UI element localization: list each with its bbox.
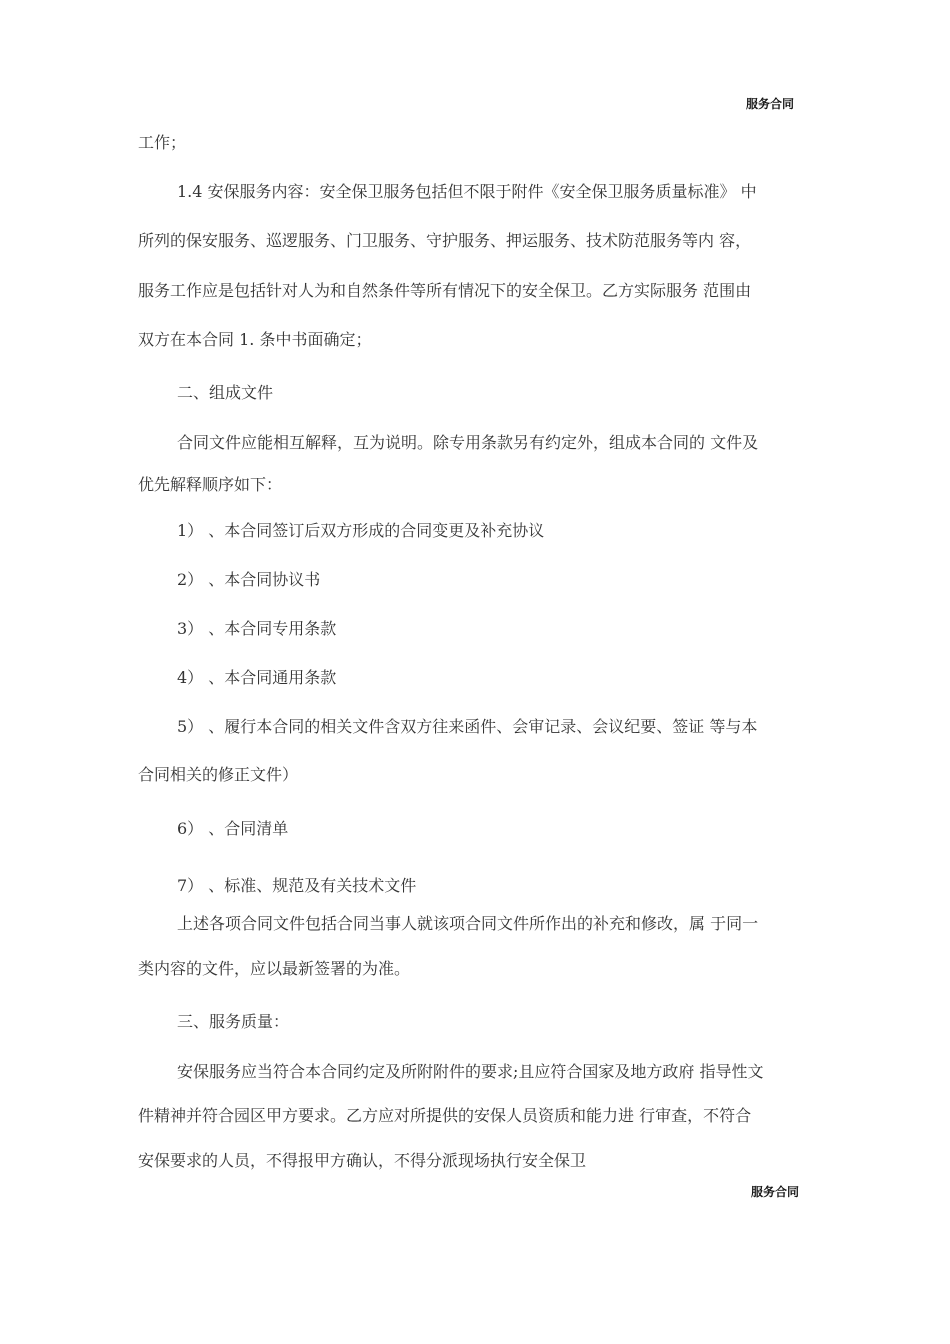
list-item: 2） 、本合同协议书 — [177, 570, 321, 589]
list-item: 7） 、标准、规范及有关技术文件 — [177, 876, 417, 895]
paragraph-line: 服务工作应是包括针对人为和自然条件等所有情况下的安全保卫。乙方实际服务 范围由 — [138, 281, 752, 300]
page-header: 服务合同 — [746, 97, 795, 111]
paragraph-line: 安保要求的人员，不得报甲方确认，不得分派现场执行安全保卫 — [138, 1151, 587, 1170]
paragraph-line: 工作； — [138, 133, 187, 152]
list-item: 3） 、本合同专用条款 — [177, 619, 337, 638]
paragraph-line: 类内容的文件，应以最新签署的为准。 — [138, 959, 411, 978]
page-footer: 服务合同 — [751, 1185, 800, 1199]
paragraph-line: 安保服务应当符合本合同约定及所附附件的要求;且应符合国家及地方政府 指导性文 — [177, 1062, 764, 1081]
paragraph-line: 件精神并符合园区甲方要求。乙方应对所提供的安保人员资质和能力进 行审查，不符合 — [138, 1106, 752, 1125]
paragraph-line: 合同相关的修正文件） — [138, 765, 299, 784]
paragraph-line: 合同文件应能相互解释，互为说明。除专用条款另有约定外，组成本合同的 文件及 — [177, 433, 759, 452]
paragraph-line: 1.4 安保服务内容：安全保卫服务包括但不限于附件《安全保卫服务质量标准》 中 — [177, 182, 757, 201]
section-heading: 二、组成文件 — [177, 383, 274, 402]
list-item: 4） 、本合同通用条款 — [177, 668, 337, 687]
section-heading: 三、服务质量： — [177, 1012, 290, 1031]
paragraph-line: 所列的保安服务、巡逻服务、门卫服务、守护服务、押运服务、技术防范服务等内 容， — [138, 231, 752, 250]
paragraph-line: 双方在本合同 1. 条中书面确定； — [138, 330, 372, 349]
paragraph-line: 上述各项合同文件包括合同当事人就该项合同文件所作出的补充和修改，属 于同一 — [177, 914, 759, 933]
paragraph-line: 优先解释顺序如下： — [138, 475, 283, 494]
list-item: 5） 、履行本合同的相关文件含双方往来函件、会审记录、会议纪要、签证 等与本 — [177, 717, 758, 736]
list-item: 6） 、合同清单 — [177, 819, 289, 838]
list-item: 1） 、本合同签订后双方形成的合同变更及补充协议 — [177, 521, 545, 540]
